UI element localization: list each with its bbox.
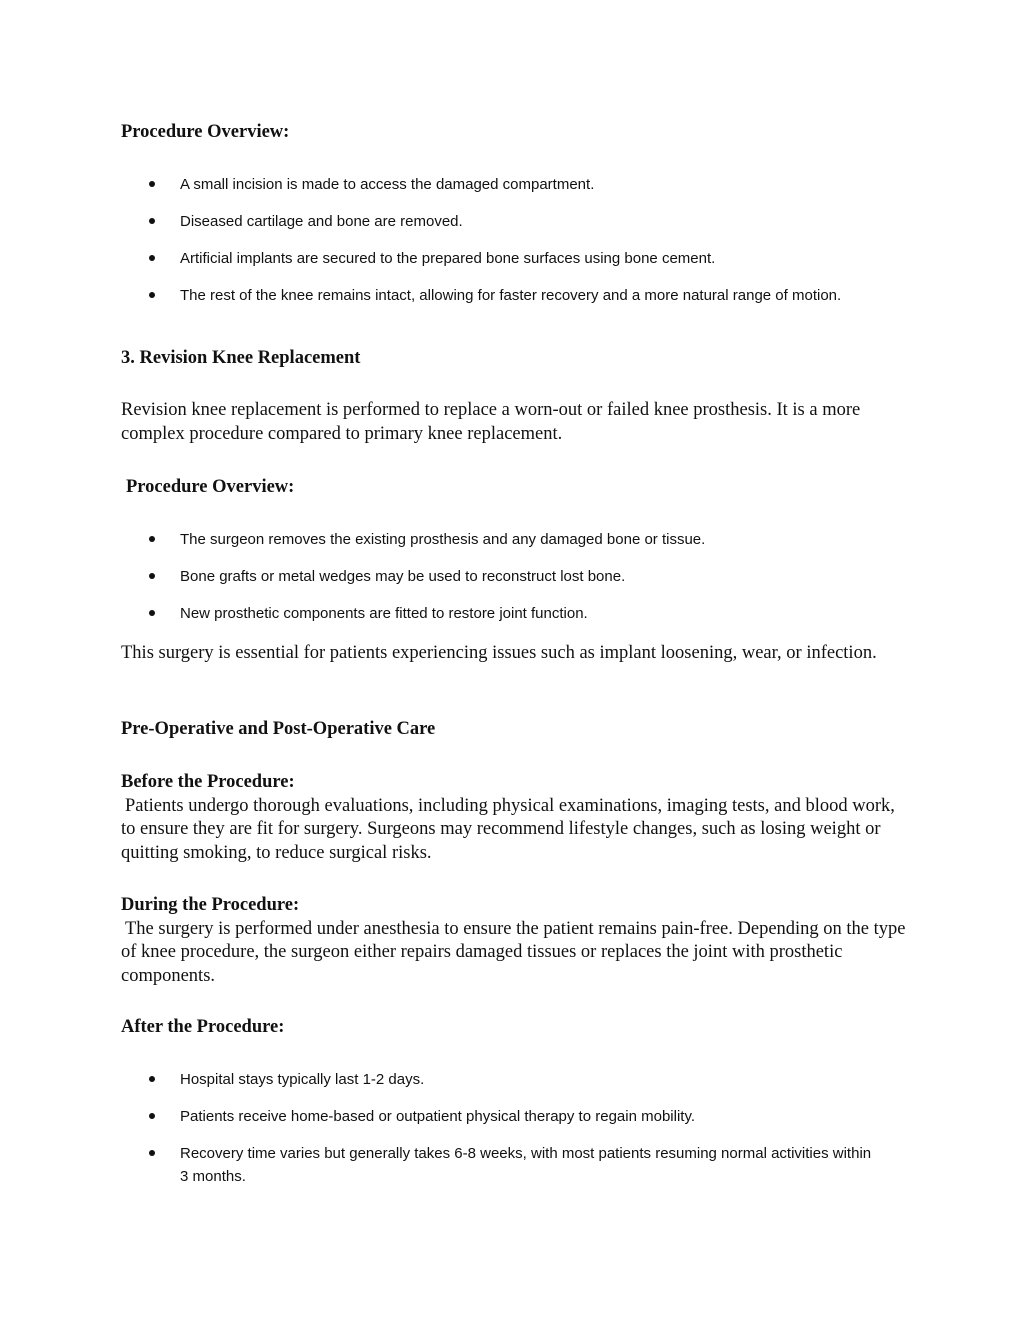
list-item: Diseased cartilage and bone are removed. bbox=[0, 210, 880, 233]
bullet-icon bbox=[149, 536, 155, 542]
bullet-icon bbox=[149, 292, 155, 298]
bullet-icon bbox=[149, 573, 155, 579]
before-procedure-block bbox=[121, 771, 911, 865]
bullet-icon bbox=[149, 1150, 155, 1156]
list-item: Patients receive home-based or outpatient physical therapy to regain mobility. bbox=[0, 1105, 880, 1128]
after-procedure-heading: After the Procedure: bbox=[121, 1017, 285, 1037]
bullet-icon bbox=[149, 1076, 155, 1082]
after-procedure-list bbox=[0, 1068, 880, 1188]
list-item: Bone grafts or metal wedges may be used to reconstruct lost bone. bbox=[0, 565, 880, 588]
list-item: Hospital stays typically last 1-2 days. bbox=[0, 1068, 880, 1091]
procedure-overview-list bbox=[0, 173, 880, 307]
revision-heading: 3. Revision Knee Replacement bbox=[121, 348, 361, 368]
bullet-icon bbox=[149, 255, 155, 261]
revision-overview-heading: Procedure Overview: bbox=[126, 477, 295, 497]
list-item: The surgeon removes the existing prosthesis and any damaged bone or tissue. bbox=[0, 528, 880, 551]
procedure-overview-heading: Procedure Overview: bbox=[121, 122, 290, 142]
bullet-icon bbox=[149, 610, 155, 616]
revision-overview-list bbox=[0, 528, 880, 625]
during-procedure-text: The surgery is performed under anesthesia to ensure the patient remains pain-free. Depending on the type of knee procedure, the surgeon either repairs damaged tissues or replaces the joint with prosthetic components. bbox=[121, 918, 906, 986]
list-item: New prosthetic components are fitted to restore joint function. bbox=[0, 602, 880, 625]
before-procedure-title: Before the Procedure: bbox=[121, 772, 295, 792]
care-heading: Pre-Operative and Post-Operative Care bbox=[121, 719, 436, 739]
revision-closing: This surgery is essential for patients experiencing issues such as implant loosening, wear, or infection. bbox=[121, 643, 877, 663]
list-item: A small incision is made to access the damaged compartment. bbox=[0, 173, 880, 196]
list-item: Artificial implants are secured to the prepared bone surfaces using bone cement. bbox=[0, 247, 880, 270]
bullet-icon bbox=[149, 1113, 155, 1119]
during-procedure-title: During the Procedure: bbox=[121, 895, 300, 915]
bullet-icon bbox=[149, 218, 155, 224]
during-procedure-block bbox=[121, 894, 911, 988]
before-procedure-text: Patients undergo thorough evaluations, including physical examinations, imaging tests, and blood work, to ensure they are fit for surgery. Surgeons may recommend lifestyle changes, such as losing weight or quitting smoking, to reduce surgical risks. bbox=[121, 795, 895, 863]
list-item: Recovery time varies but generally takes 6-8 weeks, with most patients resuming normal activities within 3 months. bbox=[0, 1142, 880, 1188]
bullet-icon bbox=[149, 181, 155, 187]
list-item: The rest of the knee remains intact, allowing for faster recovery and a more natural range of motion. bbox=[0, 284, 880, 307]
revision-intro: Revision knee replacement is performed to replace a worn-out or failed knee prosthesis. It is a more complex procedure compared to primary knee replacement. bbox=[121, 400, 861, 444]
